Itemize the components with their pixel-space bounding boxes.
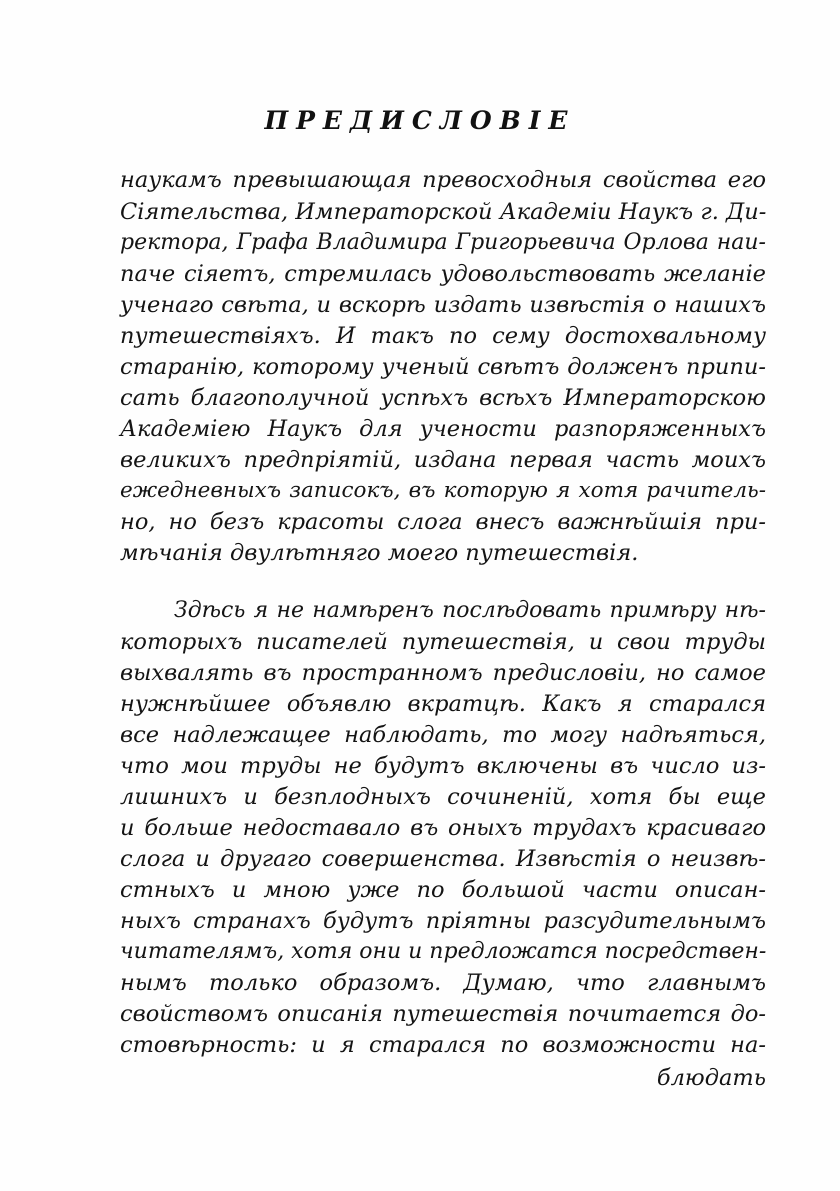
- text-line: и больше недоставало въ оныхъ трудахъ красиваго: [120, 815, 766, 841]
- text-line: паче сiяетъ, стремилась удовольствовать желанiе: [120, 261, 766, 287]
- text-line: сать благополучной успѣхъ всѣхъ Императорскою: [120, 385, 766, 411]
- text-line: нымъ только образомъ. Думаю, что главнымъ: [120, 970, 766, 996]
- text-line: лишнихъ и безплодныхъ сочиненiй, хотя бы еще: [120, 784, 766, 810]
- text-line: великихъ предпрiятiй, издана первая часть моихъ: [120, 447, 766, 473]
- text-line: но, но безъ красоты слога внесъ важнѣйшiя при-: [120, 509, 766, 535]
- text-line: ежедневныхъ записокъ, въ которую я хотя рачитель-: [120, 478, 766, 503]
- text-line: Академiею Наукъ для учености разпоряженныхъ: [120, 416, 766, 442]
- text-line: выхвалять въ пространномъ предисловiи, но самое: [120, 660, 766, 686]
- text-line: нужнѣйшее объявлю вкратцѣ. Какъ я старался: [120, 691, 766, 717]
- text-line: ныхъ странахъ будутъ прiятны разсудительнымъ: [120, 908, 766, 934]
- text-line: путешествiяхъ. И такъ по сему достохвальному: [120, 323, 766, 349]
- running-header: ПРЕДИСЛОВIЕ: [264, 106, 576, 135]
- text-line: свойствомъ описанiя путешествiя почитается до-: [120, 1001, 766, 1027]
- text-line: слога и другаго совершенства. Извѣстiя о неизвѣ-: [120, 846, 766, 872]
- text-line: Сiятельства, Императорской Академiи Наукъ г. Ди-: [120, 199, 767, 225]
- text-line: стовѣрность: и я старался по возможности на-: [120, 1032, 766, 1058]
- catchword: блюдать: [656, 1065, 766, 1091]
- text-line: ученаго свѣта, и вскорѣ издать извѣстiя о нашихъ: [120, 292, 766, 318]
- text-line: которыхъ писателей путешествiя, и свои труды: [120, 629, 766, 655]
- text-line: ректора, Графа Владимира Григорьевича Орлова наи-: [120, 230, 766, 255]
- text-line: Здѣсь я не намѣренъ послѣдовать примѣру нѣ-: [174, 598, 766, 623]
- text-line: что мои труды не будутъ включены въ число из-: [120, 753, 766, 779]
- text-line: читателямъ, хотя они и предложатся посредствен-: [120, 939, 767, 964]
- text-line: мѣчанiя двулѣтняго моего путешествiя.: [120, 540, 639, 566]
- text-line: старанiю, которому ученый свѣтъ долженъ припи-: [120, 354, 766, 380]
- text-line: стныхъ и мною уже по большой части описан-: [120, 877, 766, 903]
- text-line: все надлежащее наблюдать, то могу надѣяться,: [120, 722, 766, 748]
- text-line: наукамъ превышающая превосходныя свойства его: [120, 167, 766, 193]
